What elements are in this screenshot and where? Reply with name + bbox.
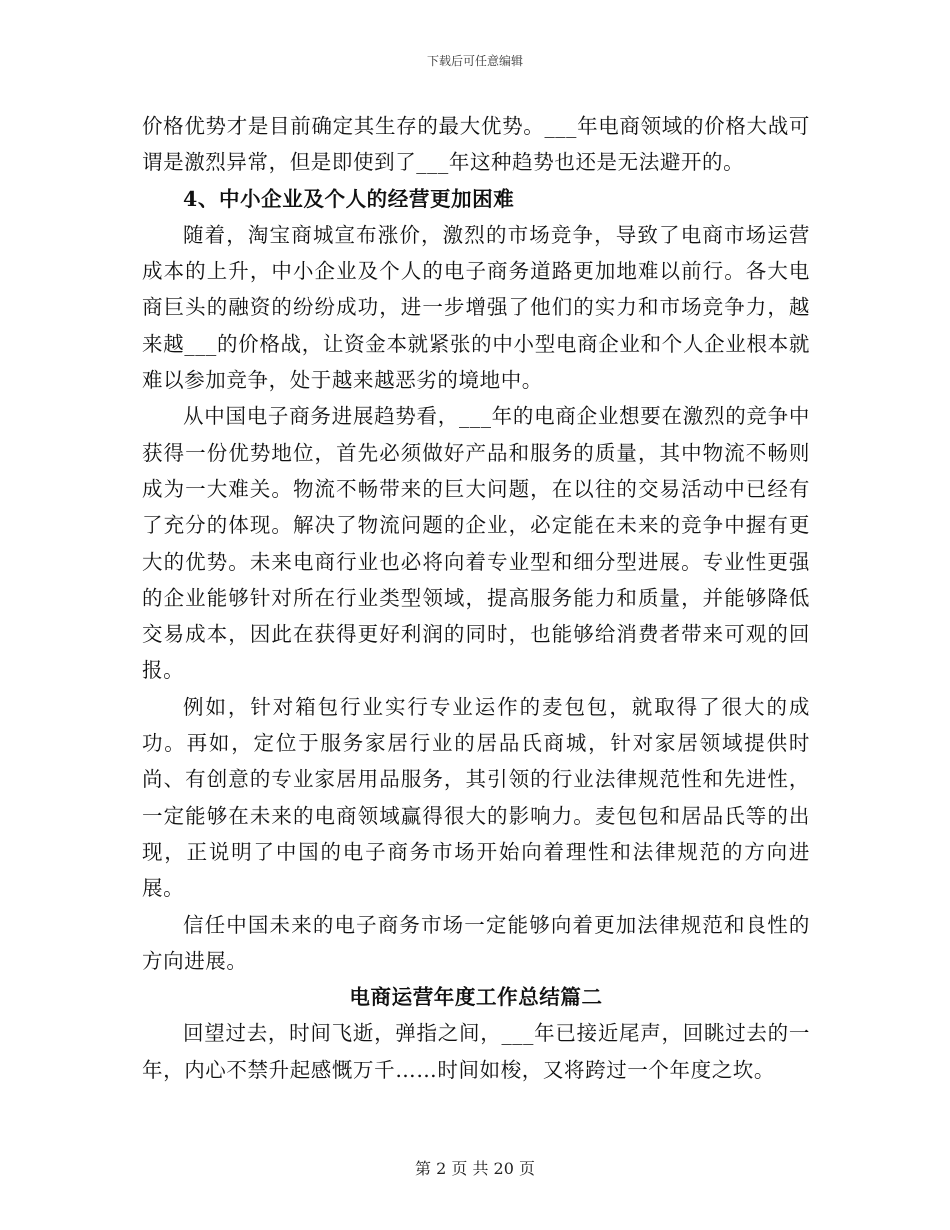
paragraph-1: 随着，淘宝商城宣布涨价，激烈的市场竞争，导致了电商市场运营成本的上升，中小企业及个人的电子商务道路更加地难以前行。各大电商巨头的融资的纷纷成功，进一步增强了他们的实力和市场竞争力，越来越___的价格战，让资金本就紧张的中小型电商企业和个人企业根本就难以参加竞争，处于越来越恶劣的境地中。 bbox=[142, 222, 810, 393]
paragraph-3: 例如，针对箱包行业实行专业运作的麦包包，就取得了很大的成功。再如，定位于服务家居行业的居品氏商城，针对家居领域提供时尚、有创意的专业家居用品服务，其引领的行业法律规范性和先进性，一定能够在未来的电商领域赢得很大的影响力。麦包包和居品氏等的出现，正说明了中国的电子商务市场开始向着理性和法律规范的方向进展。 bbox=[142, 694, 810, 901]
document-body bbox=[142, 108, 810, 1088]
section-title: 电商运营年度工作总结篇二 bbox=[349, 985, 603, 1010]
header-note: 下载后可任意编辑 bbox=[426, 54, 523, 68]
paragraph-continuation: 价格优势才是目前确定其生存的最大优势。___年电商领域的价格大战可谓是激烈异常，但是即使到了___年这种趋势也还是无法避开的。 bbox=[142, 114, 810, 175]
section-heading-4: 4、中小企业及个人的经营更加困难 bbox=[183, 186, 515, 211]
paragraph-5: 回望过去，时间飞逝，弹指之间，___年已接近尾声，回眺过去的一年，内心不禁升起感慨万千……时间如梭，又将跨过一个年度之坎。 bbox=[142, 1021, 810, 1082]
paragraph-2: 从中国电子商务进展趋势看，___年的电商企业想要在激烈的竞争中获得一份优势地位，首先必须做好产品和服务的质量，其中物流不畅则成为一大难关。物流不畅带来的巨大问题，在以往的交易活动中已经有了充分的体现。解决了物流问题的企业，必定能在未来的竞争中握有更大的优势。未来电商行业也必将向着专业型和细分型进展。专业性更强的企业能够针对所在行业类型领域，提高服务能力和质量，并能够降低交易成本，因此在获得更好利润的同时，也能够给消费者带来可观的回报。 bbox=[142, 404, 810, 683]
paragraph-4: 信任中国未来的电子商务市场一定能够向着更加法律规范和良性的方向进展。 bbox=[142, 912, 810, 973]
page-number-footer: 第 2 页 共 20 页 bbox=[415, 1159, 535, 1178]
